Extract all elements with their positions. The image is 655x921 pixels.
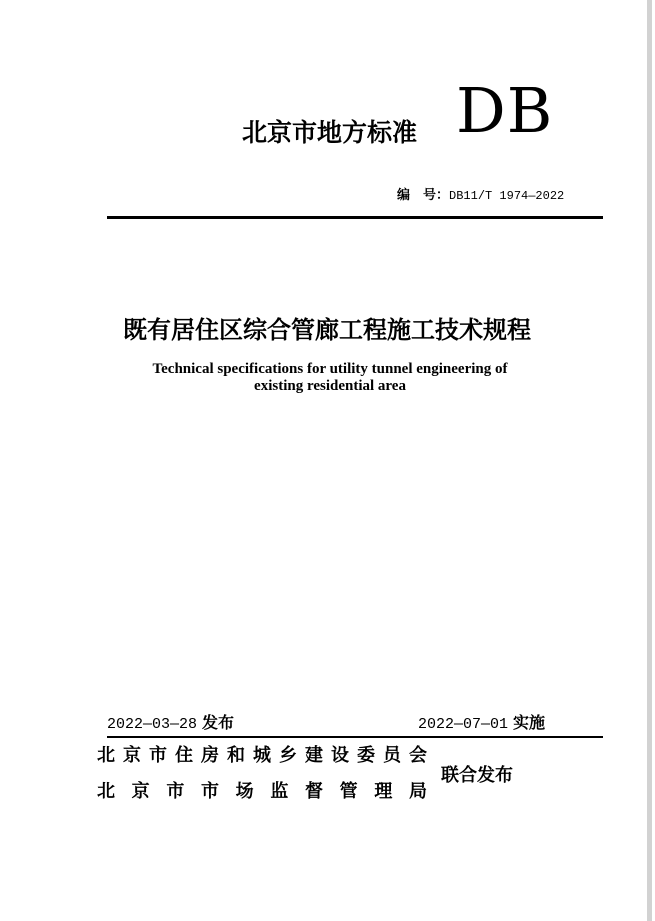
publisher-housing-committee: 北 京 市 住 房 和 城 乡 建 设 委 员 会 <box>97 745 427 765</box>
publisher-market-regulation-bureau: 北 京 市 市 场 监 督 管 理 局 <box>97 781 427 801</box>
document-title-chinese: 既有居住区综合管廊工程施工技术规程 <box>123 317 531 344</box>
scan-edge-shadow <box>647 0 652 921</box>
issue-date: 2022—03—28 <box>107 716 198 733</box>
document-title-english <box>75 361 585 395</box>
implementation-date-label: 实施 <box>513 715 546 732</box>
implementation-date-block <box>418 710 545 733</box>
header-divider-rule <box>107 216 603 219</box>
standard-type-heading: 北京市地方标准 <box>242 119 418 147</box>
standard-number-value: DB11/T 1974—2022 <box>449 189 565 203</box>
implementation-date: 2022—07—01 <box>418 716 509 733</box>
standard-number-label: 编 号： <box>397 187 450 202</box>
issue-date-block <box>107 710 234 733</box>
joint-issue-label: 联合发布 <box>441 765 513 785</box>
document-title-english-line1: Technical specifications for utility tunnel engineering of <box>152 361 508 377</box>
document-title-english-line2: existing residential area <box>254 378 406 394</box>
issue-date-label: 发布 <box>202 715 235 732</box>
dates-row <box>107 710 603 733</box>
db-logo: DB <box>456 74 554 147</box>
footer-divider-rule <box>107 736 603 738</box>
standard-number-line <box>397 184 564 203</box>
